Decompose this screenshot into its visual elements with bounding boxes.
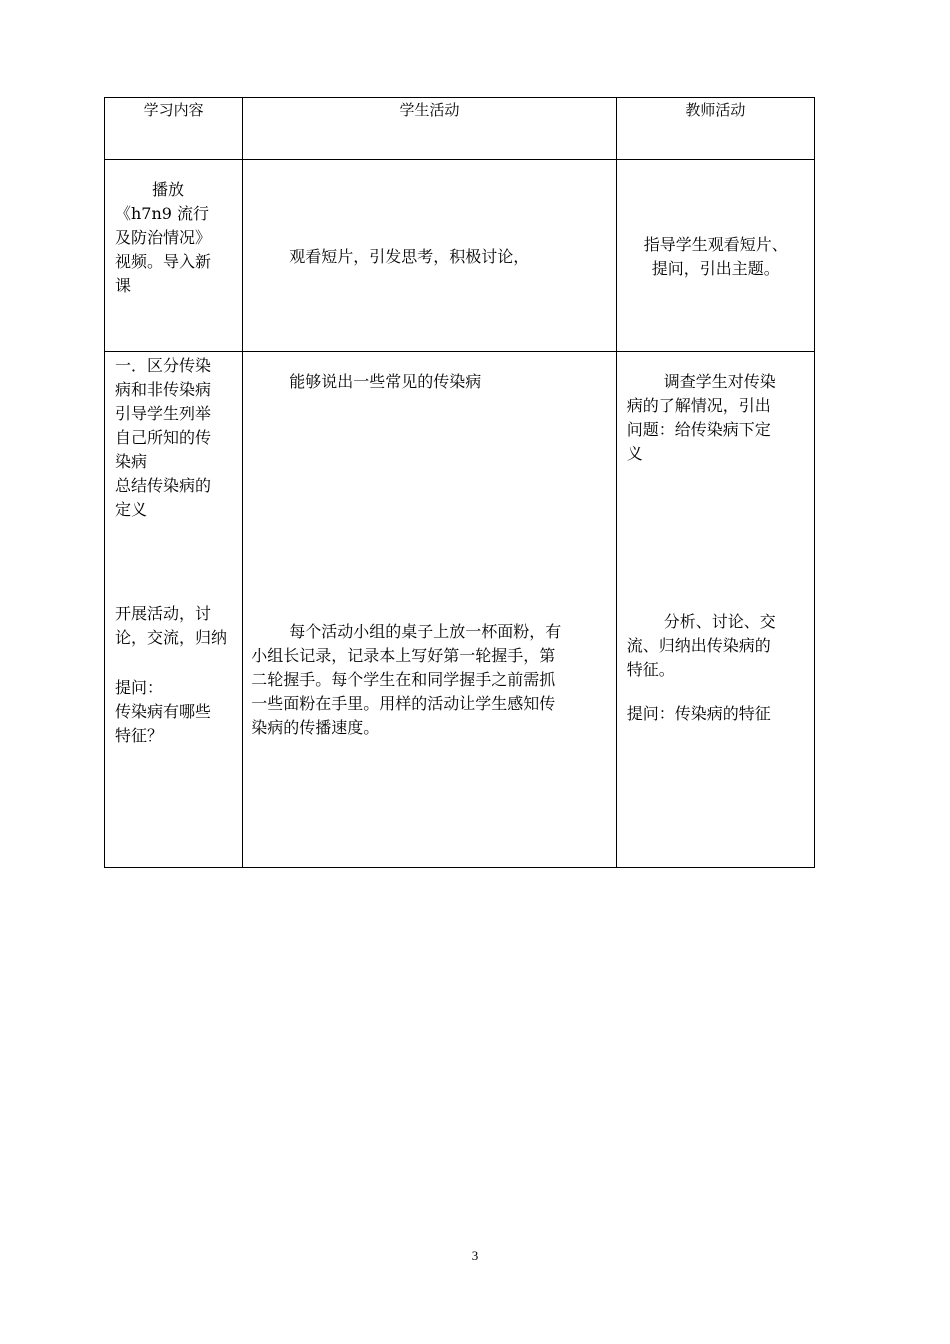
- text-line: 定义: [115, 500, 148, 519]
- text-line: 小组长记录，记录本上写好第一轮握手，第: [251, 646, 556, 665]
- row1-teacher-cell: [616, 160, 814, 352]
- text-line: 染病: [115, 452, 148, 471]
- text-line: 特征。: [626, 660, 675, 679]
- text-line: 调查学生对传染: [663, 372, 776, 391]
- row2-student-cell: [243, 352, 617, 868]
- text-line: 《h7n9 流行: [115, 204, 210, 223]
- header-student: 学生活动: [243, 98, 617, 160]
- text-line: 课: [115, 276, 132, 295]
- text-line: 播放: [152, 180, 185, 199]
- lesson-table: [104, 97, 815, 868]
- table-row: [105, 160, 815, 352]
- row2-teacher-text-1: [627, 370, 813, 466]
- text-line: 一．区分传染: [115, 356, 212, 375]
- row1-content-cell: [105, 160, 243, 352]
- row2-content-activity: [115, 602, 240, 650]
- header-content: 学习内容: [105, 98, 243, 160]
- text-line: 引导学生列举: [115, 404, 212, 423]
- page-number: 3: [471, 1248, 479, 1263]
- text-line: 一些面粉在手里。用样的活动让学生感知传: [251, 694, 556, 713]
- row1-student-text: 观看短片，引发思考，积极讨论，: [289, 247, 530, 266]
- text-line: 指导学生观看短片、: [643, 235, 788, 254]
- text-line: 每个活动小组的桌子上放一杯面粉，有: [289, 622, 562, 641]
- text-line: 传染病有哪些: [115, 702, 212, 721]
- header-teacher: 教师活动: [616, 98, 814, 160]
- row2-student-text-1: 能够说出一些常见的传染病: [289, 372, 482, 391]
- row2-teacher-text-2: [627, 610, 813, 682]
- text-line: 自己所知的传: [115, 428, 212, 447]
- row2-teacher-text-3: 提问：传染病的特征: [626, 704, 771, 723]
- text-line: 分析、讨论、交: [663, 612, 776, 631]
- text-line: 论，交流，归纳: [115, 628, 228, 647]
- text-line: 义: [626, 444, 643, 463]
- text-line: 开展活动，讨: [115, 604, 212, 623]
- text-line: 提问，引出主题。: [651, 259, 780, 278]
- text-line: 病和非传染病: [115, 380, 212, 399]
- text-line: 视频。导入新: [115, 252, 212, 271]
- row1-teacher-text: [617, 233, 815, 281]
- row2-teacher-cell: [616, 352, 814, 868]
- text-line: 提问：: [115, 678, 164, 697]
- text-line: 及防治情况》: [115, 228, 212, 247]
- text-line: 总结传染病的: [115, 476, 212, 495]
- text-line: 二轮握手。每个学生在和同学握手之前需抓: [251, 670, 556, 689]
- table-row: [105, 352, 815, 868]
- row2-content-cell: [105, 352, 243, 868]
- row2-content-question: [115, 676, 240, 748]
- text-line: 流、归纳出传染病的: [626, 636, 771, 655]
- text-line: 病的了解情况，引出: [626, 396, 771, 415]
- text-line: 特征？: [115, 726, 164, 745]
- row1-student-cell: [243, 160, 617, 352]
- row2-content-definition: [115, 354, 240, 522]
- text-line: 问题：给传染病下定: [626, 420, 771, 439]
- row2-student-text-2: [251, 620, 613, 740]
- row1-content-text: [115, 178, 240, 298]
- header-row: [105, 98, 815, 160]
- text-line: 染病的传播速度。: [251, 718, 380, 737]
